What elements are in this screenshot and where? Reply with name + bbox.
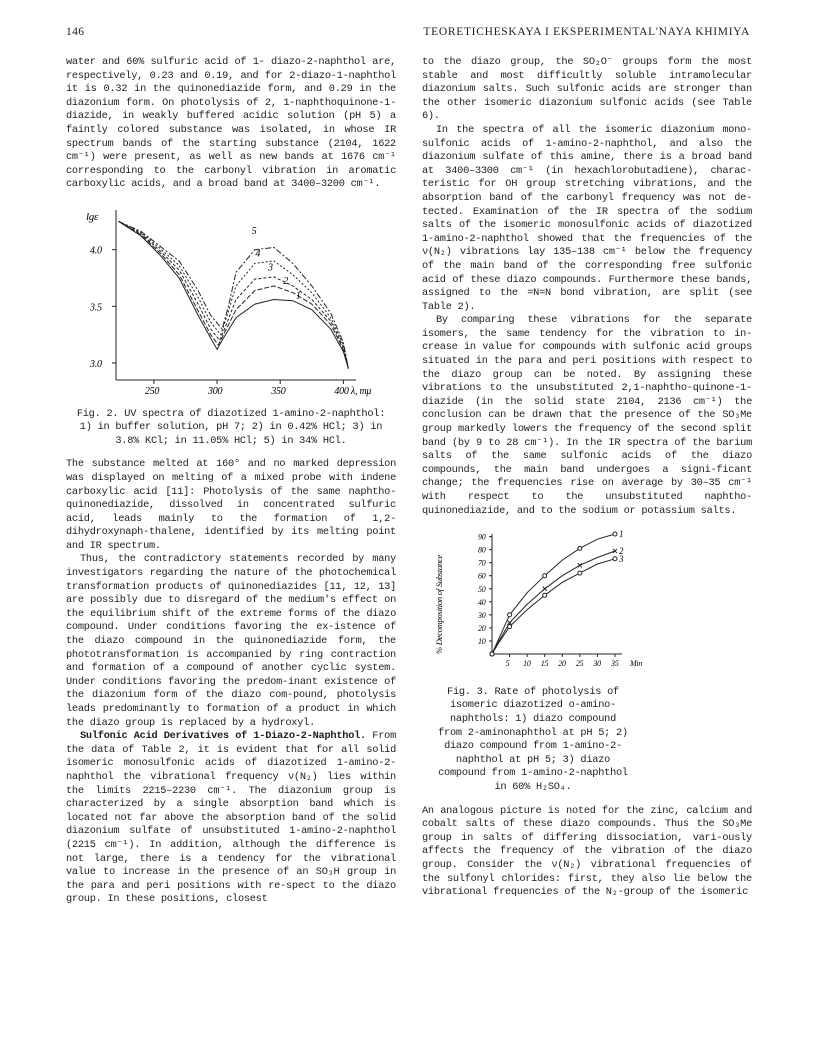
y-tick-label: 60 [478, 571, 486, 581]
data-point [508, 621, 512, 625]
x-tick-label: 30 [593, 659, 601, 669]
y-tick-label: 20 [478, 624, 486, 634]
paragraph-text: From the data of Table 2, it is evident that for all solid isomeric monosulfonic acids of diazotized 1-amino-2-naphthol the vibrational frequency ν(N₂) lies within the limits 2215–2230 cm⁻¹. The diazonium group is characterized by a single absorption band which is located not far above the absorption band of the solid diazonium sulfate of unsubstituted 1-amino-2-naphthol (2215 cm⁻¹). In addition, although the difference is not large, there is a tendency for the vibrational value to increase in the presence of an SO₃H group in the para and peri positions with re-spect to the diazo group. In these positions, closest [66, 730, 396, 906]
curve-label-2: 2 [283, 275, 288, 287]
x-tick-label: 300 [208, 385, 223, 397]
right-column [422, 56, 752, 900]
data-point [613, 557, 617, 561]
curve-label-1: 1 [295, 290, 301, 302]
data-point [543, 574, 547, 578]
figure-2 [66, 200, 396, 448]
y-tick-label: 80 [478, 545, 486, 555]
y-tick-label: 40 [478, 598, 486, 608]
running-title: TEORETICHESKAYA I EKSPERIMENTAL'NAYA KHIMIYA [423, 26, 750, 38]
y-tick-label: 50 [478, 584, 486, 594]
y-tick-label: 70 [478, 558, 486, 568]
paragraph: The substance melted at 160° and no marked depression was displayed on melting of a mixed probe with indene carboxylic acid [11]: Photolysis of the same naphtho-quinonediazide, dissolved in concentrated sulfuric acid, leads mainly to the formation of 1,2-dihydroxynaph-thalene, identified by its melting point and IR spectrum. [66, 458, 396, 552]
data-point [613, 532, 617, 536]
paragraph [66, 730, 396, 907]
figure-3-caption: Fig. 3. Rate of photolysis of isomeric diazotized o-amino-naphthols: 1) diazo compound from 2-aminonaphthol at pH 5; 2) diazo compound from 1-amino-2-naphthol at pH 5; 3) diazo compound from 1-amino-2-naphthol in 60% H₂SO₄. [438, 685, 628, 793]
x-unit-label: Min [630, 659, 643, 669]
curve-label-1: 1 [618, 529, 624, 540]
left-column [66, 56, 396, 907]
x-tick-label: 35 [610, 659, 619, 669]
data-point [490, 652, 494, 656]
y-axis-label: % Decomposition of Substance [434, 555, 444, 655]
x-tick-label: 25 [575, 659, 584, 669]
x-tick-label: 5 [505, 659, 510, 669]
figure-2-caption: Fig. 2. UV spectra of diazotized 1-amino-2-naphthol: 1) in buffer solution, pH 7; 2) in 0.42% HCl; 3) in 3.8% KCl; in 11.05% HCl; 5) in 34% HCl. [76, 407, 386, 447]
series-line-4 [119, 221, 349, 368]
paragraph: water and 60% sulfuric acid of 1- diazo-2-naphthol are, respectively, 0.23 and 0.19, and for 2-diazo-1-naphthol it is 0.32 in the quinonediazide form, and 0.29 in the diazonium form. On photolysis of 2, 1-naphthoquinone-1-diazide, in weakly buffered acidic solution (pH 5) a faintly colored substance was isolated, in whose IR spectrum bands of the starting substance (2104, 1622 cm⁻¹) were present, as well as new bands at 1676 cm⁻¹ corresponding to the carbonyl vibration in aromatic carboxylic acids, and a broad band at 3400–3200 cm⁻¹. [66, 56, 396, 191]
paragraph: to the diazo group, the SO₂O⁻ groups form the most stable and most difficultly soluble intramolecular diazonium salts. Such sulfonic acids are stronger than the other isomeric diazonium sulfonic acids (see Table 6). [422, 56, 752, 123]
data-point [508, 625, 512, 629]
uv-spectra-chart [66, 200, 396, 400]
section-heading: Sulfonic Acid Derivatives of 1-Diazo-2-Naphthol. [80, 730, 366, 743]
photolysis-rate-chart [422, 528, 662, 676]
curve-label-2: 2 [618, 546, 624, 557]
x-tick-label: 400 λ, mμ [334, 385, 372, 397]
paragraph: An analogous picture is noted for the zinc, calcium and cobalt salts of these diazo compounds. Thus the SO₃Me group in salts of differing dissociation, vari-ously affects the frequency of the vibration of the diazo group. Consider the ν(N₂) vibrational frequencies of the sulfonyl chlorides: first, they also lie below the vibrational frequencies of the N₂-group of the isomeric [422, 804, 752, 899]
curve-label-3: 3 [268, 262, 273, 274]
data-point [578, 547, 582, 551]
series-line-3 [492, 559, 615, 654]
curve-label-4: 4 [255, 248, 261, 260]
y-tick-label: 30 [478, 611, 486, 621]
y-axis-label: lgε [86, 210, 99, 223]
data-point [613, 549, 617, 553]
curve-label-5: 5 [251, 226, 257, 238]
x-tick-label: 20 [558, 659, 566, 669]
x-tick-label: 350 [271, 385, 286, 397]
x-tick-label: 250 [144, 385, 160, 397]
y-tick-label: 3.0 [90, 358, 102, 370]
paragraph: Thus, the contradictory statements recorded by many investigators regarding the nature of the photochemical transformation products of quinonediazides [11, 12, 13] are possibly due to disregard of the medium's effect on the equilibrium shift of the extreme forms of the diazo compound. Under conditions favoring the ex-istence of the diazo compound in the quinonediazide form, the phototransformation is accompanied by ring contraction and formation of a compound of another cyclic system. Under conditions favoring the predom-inant existence of the diazonium form of the diazo com-pound, photolysis leads predominantly to formation of a product in which the diazo group is replaced by a hydroxyl. [66, 553, 396, 729]
data-point [578, 571, 582, 575]
curve-label-3: 3 [618, 553, 624, 564]
paragraph: By comparing these vibrations for the separate isomers, the same tendency for the vibration to in-crease in value for compounds with sulfonic acid groups situated in the para and peri positions with respect to the diazo group can be noted. By assigning these vibrations to the unsubstituted 2,1-naphtho-quinone-1-diazide (in the solid state 2104, 2136 cm⁻¹) the conclusion can be drawn that the presence of the SO₃Me group markedly lowers the frequency of the second split band (by 9 to 28 cm⁻¹). In the IR spectra of the barium salts of the same sulfonic acids of the diazo compounds, the main band undergoes a signi-ficant change; the frequencies rise on average by 30–35 cm⁻¹ with respect to the unsubstituted naphtho-quinonediazide, and to the sodium or potassium salts. [422, 314, 752, 517]
series-line-1 [492, 534, 615, 654]
series-line-2 [492, 551, 615, 654]
figure-3 [422, 528, 752, 794]
data-point [543, 593, 547, 597]
data-point [508, 613, 512, 617]
y-tick-label: 3.5 [90, 302, 102, 314]
y-tick-label: 4.0 [90, 245, 102, 257]
y-tick-label: 90 [478, 532, 486, 542]
page-number: 146 [66, 26, 85, 38]
data-point [543, 587, 547, 591]
y-tick-label: 10 [478, 637, 486, 647]
data-point [578, 563, 582, 567]
paragraph: In the spectra of all the isomeric diazonium mono-sulfonic acids of 1-amino-2-naphthol, and also the diazonium sulfate of this amine, there is a broad band at 3400–3300 cm⁻¹ (in hexachlorobutadiene), charac-teristic for OH group stretching vibrations, and the absorption band of the carbonyl frequency was not de-tected. Examination of the IR spectra of the sodium salts of the isomeric monosulfonic acids of diazotized 1-amino-2-naphthol showed that the frequencies of the ν(N₂) vibrations lay 135–138 cm⁻¹ below the frequency of the main band of the corresponding free sulfonic acid of these diazo compounds. Furthermore these bands, assigned to the =N=N bond vibration, are split (see Table 2). [422, 123, 752, 313]
x-tick-label: 15 [540, 659, 549, 669]
x-tick-label: 10 [523, 659, 531, 669]
page-header [66, 26, 750, 44]
